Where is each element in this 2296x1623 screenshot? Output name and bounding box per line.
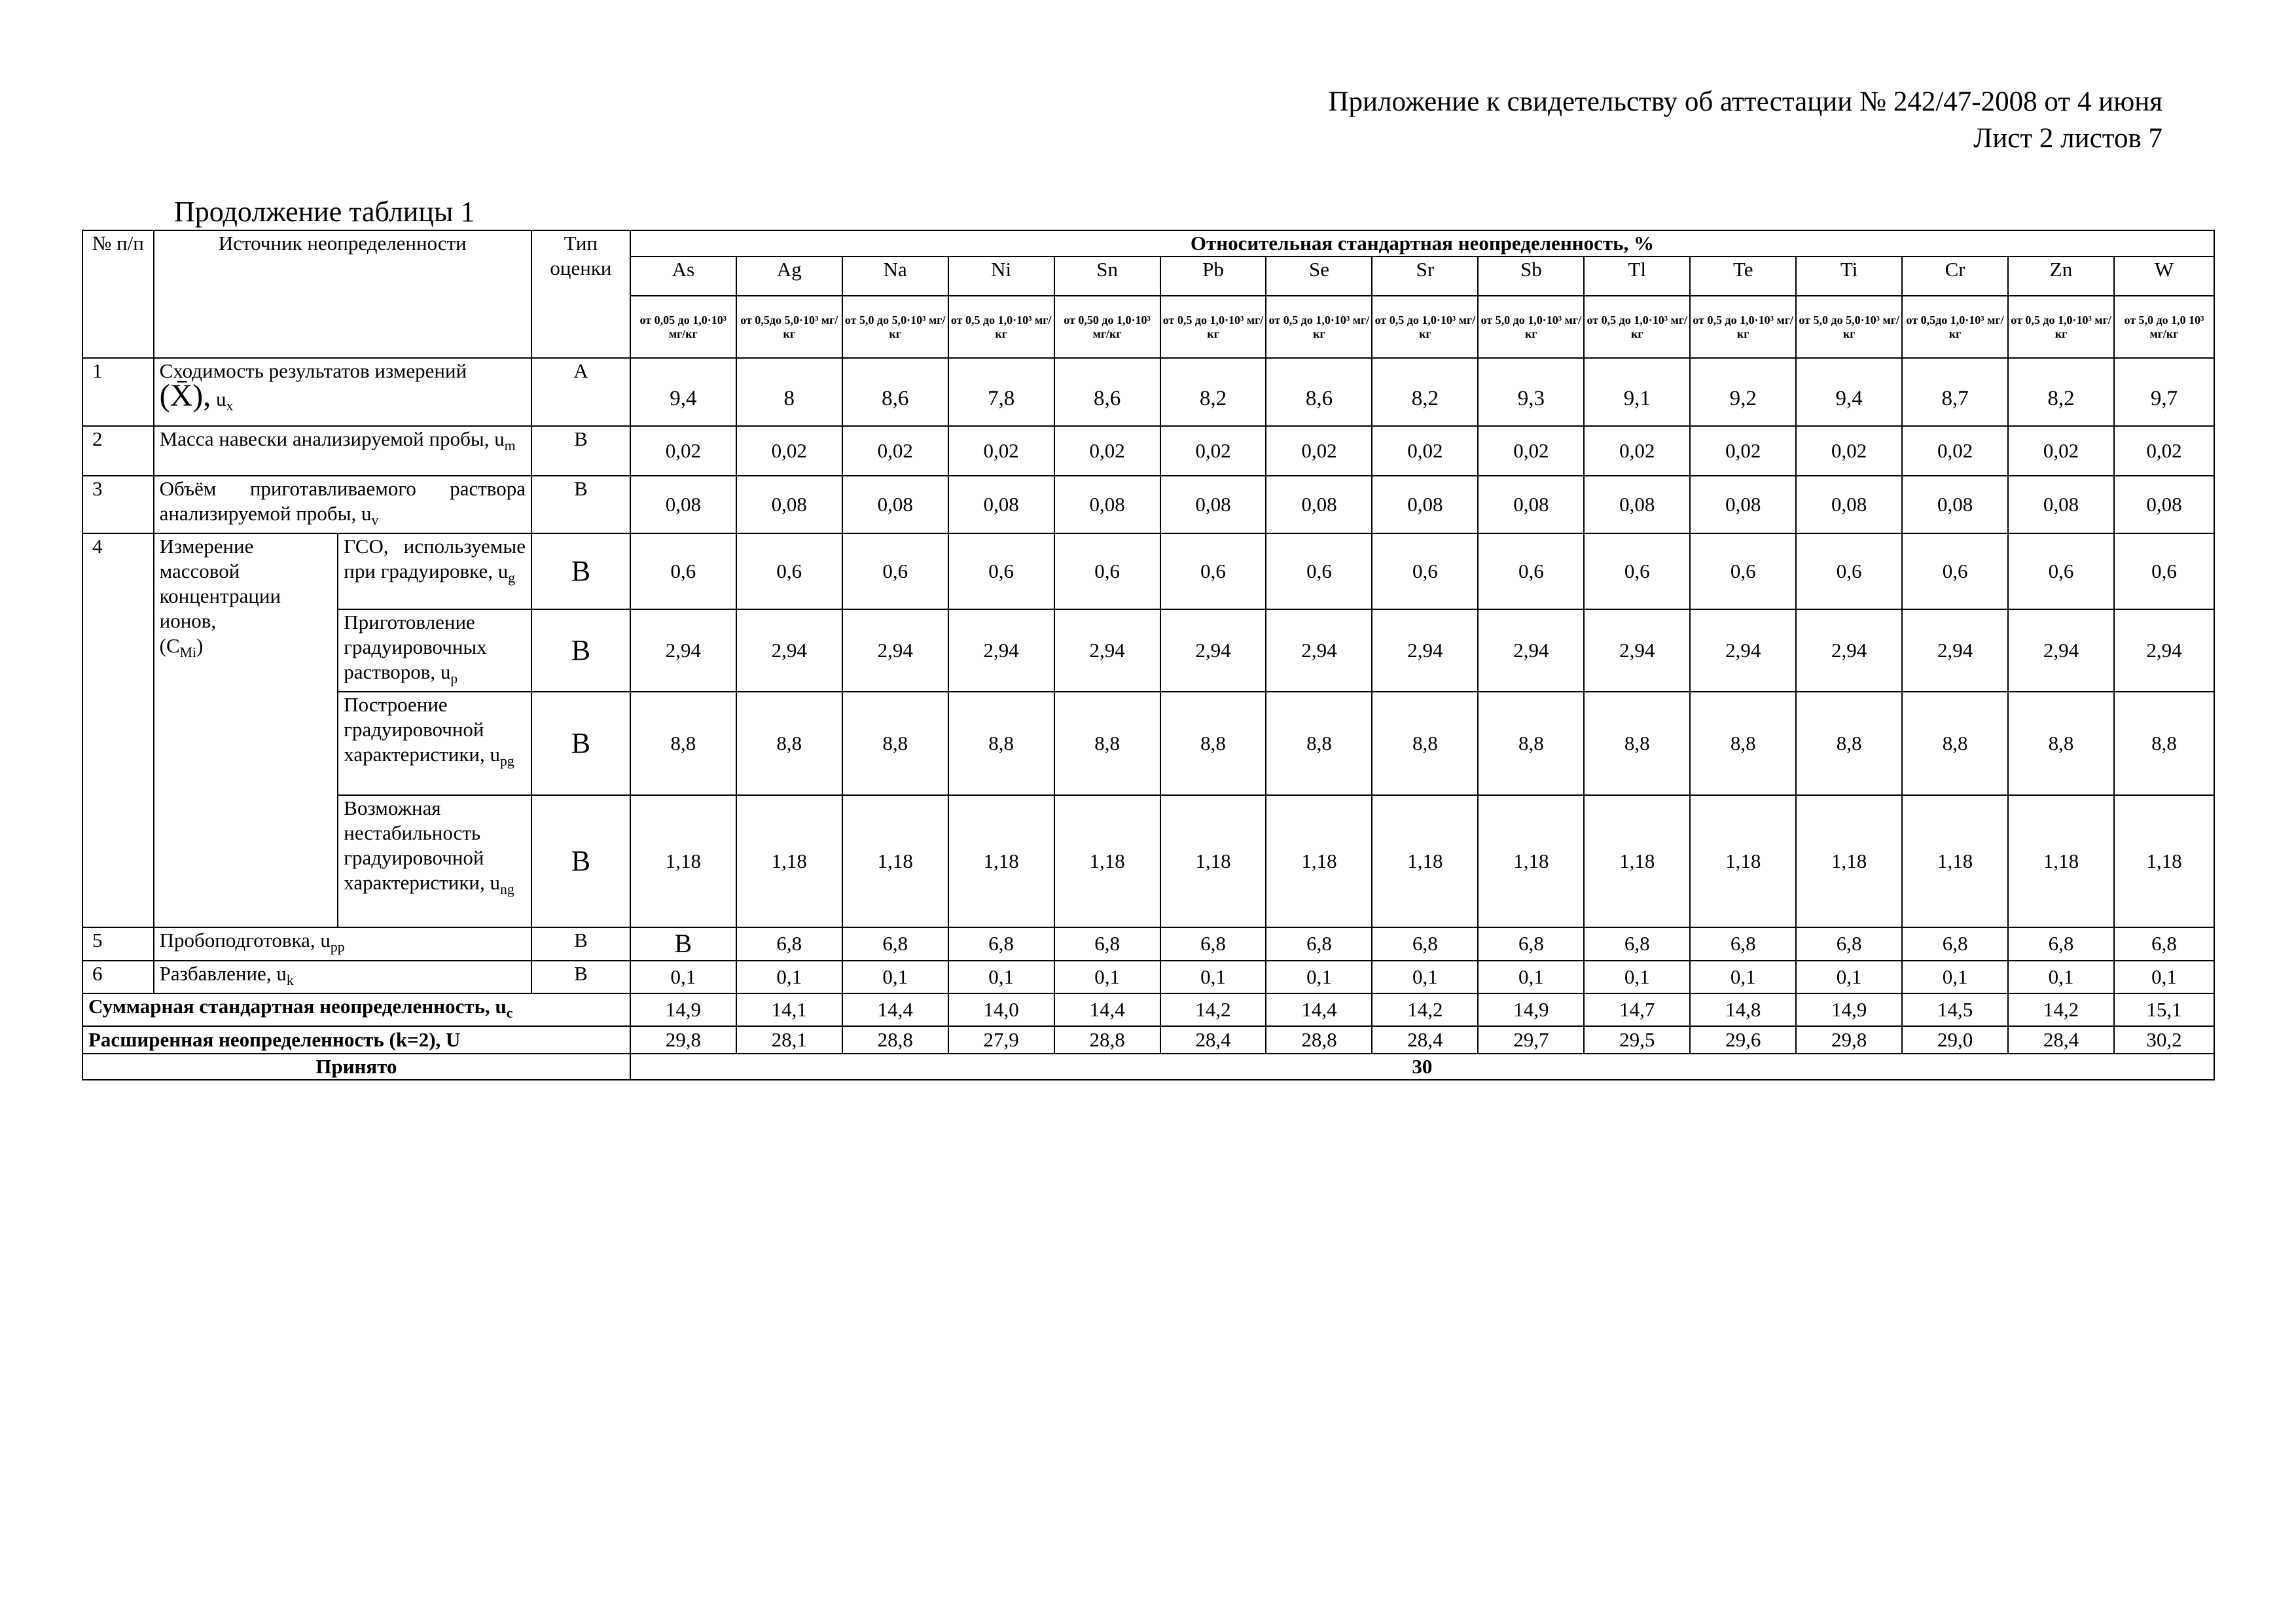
sub-source: [338, 609, 531, 692]
row-num: 5: [82, 927, 154, 960]
value-cell: 14,9: [1796, 993, 1902, 1026]
row-num: 4: [82, 533, 154, 927]
row-label: Масса навески анализируемой пробы,: [159, 427, 490, 450]
value-cell: 0,08: [1690, 476, 1796, 533]
row-label: Построение градуировочной характеристики,: [344, 693, 485, 766]
row-source: [154, 476, 531, 533]
value-cell: 29,6: [1690, 1026, 1796, 1054]
symbol-sub: k: [286, 972, 294, 988]
value-cell: 1,18: [630, 795, 736, 927]
row-label: Пробоподготовка,: [159, 929, 315, 952]
value-cell: 6,8: [1478, 927, 1584, 960]
value-cell: 0,02: [1054, 426, 1160, 476]
row-source: [154, 426, 531, 476]
value-cell: 8,8: [1584, 692, 1690, 795]
value-cell: 6,8: [1266, 927, 1372, 960]
element-header: Ti: [1796, 257, 1902, 296]
row-num: 3: [82, 476, 154, 533]
expanded-label: Расширенная неопределенность (k=2), U: [82, 1026, 630, 1054]
value-cell: 8,8: [1902, 692, 2008, 795]
value-cell: 6,8: [1902, 927, 2008, 960]
symbol: u: [361, 502, 372, 525]
symbol-sub: g: [508, 570, 516, 586]
value-cell: 1,18: [2008, 795, 2114, 927]
value-cell: 0,02: [1902, 426, 2008, 476]
value-cell: 6,8: [1584, 927, 1690, 960]
row-label: Сходимость результатов измерений: [159, 359, 467, 382]
value-cell: 8,8: [1796, 692, 1902, 795]
element-header: Ag: [736, 257, 842, 296]
row-type: B: [531, 426, 630, 476]
value-cell: 28,4: [2008, 1026, 2114, 1054]
value-cell: 8,8: [1478, 692, 1584, 795]
value-cell: 0,6: [630, 533, 736, 609]
value-cell: 8,8: [1372, 692, 1478, 795]
value-cell: 2,94: [1690, 609, 1796, 692]
range-header: от 0,5 до 1,0·10³ мг/кг: [1372, 296, 1478, 358]
value-cell: 0,08: [1796, 476, 1902, 533]
value-cell: 6,8: [1372, 927, 1478, 960]
value-cell: 8,8: [1054, 692, 1160, 795]
value-cell: 0,1: [2114, 961, 2214, 993]
value-cell: 2,94: [1372, 609, 1478, 692]
range-header: от 0,50 до 1,0·10³ мг/кг: [1054, 296, 1160, 358]
value-cell: 8,6: [1266, 358, 1372, 426]
value-cell: 6,8: [1054, 927, 1160, 960]
range-header: от 0,5до 5,0·10³ мг/кг: [736, 296, 842, 358]
symbol-sub: v: [371, 512, 379, 529]
value-cell: 8,2: [2008, 358, 2114, 426]
page-header: [1328, 84, 2162, 157]
value-cell: 30,2: [2114, 1026, 2214, 1054]
value-cell: 0,6: [948, 533, 1054, 609]
header-line-2: Лист 2 листов 7: [1973, 123, 2162, 154]
uncertainty-table: [82, 230, 2215, 1080]
value-cell: 0,02: [2008, 426, 2114, 476]
value-cell: 1,18: [2114, 795, 2214, 927]
value-cell: 0,1: [948, 961, 1054, 993]
value-cell: 1,18: [1584, 795, 1690, 927]
value-cell: 8,8: [948, 692, 1054, 795]
row-label: Разбавление,: [159, 961, 272, 985]
symbol: u: [497, 560, 509, 583]
value-cell: 2,94: [1902, 609, 2008, 692]
value-cell: 1,18: [842, 795, 948, 927]
sub-source: [338, 533, 531, 609]
value-cell: 14,9: [630, 993, 736, 1026]
range-header: от 0,05 до 1,0·10³ мг/кг: [630, 296, 736, 358]
value-cell: 2,94: [1266, 609, 1372, 692]
value-cell: 9,1: [1584, 358, 1690, 426]
value-cell: B: [630, 927, 736, 960]
value-cell: 14,4: [1266, 993, 1372, 1026]
range-header: от 0,5 до 1,0·10³ мг/кг: [1690, 296, 1796, 358]
value-cell: 0,1: [736, 961, 842, 993]
value-cell: 0,1: [842, 961, 948, 993]
range-header: от 0,5 до 1,0·10³ мг/кг: [1266, 296, 1372, 358]
range-header: от 0,5до 1,0·10³ мг/кг: [1902, 296, 2008, 358]
row-label: Суммарная стандартная неопределенность,: [88, 994, 490, 1018]
row-type: B: [531, 533, 630, 609]
value-cell: 0,6: [1266, 533, 1372, 609]
value-cell: 1,18: [1796, 795, 1902, 927]
value-cell: 8,8: [630, 692, 736, 795]
value-cell: 6,8: [948, 927, 1054, 960]
element-header: Ni: [948, 257, 1054, 296]
row-num: 6: [82, 961, 154, 993]
value-cell: 0,08: [948, 476, 1054, 533]
value-cell: 0,1: [630, 961, 736, 993]
value-cell: 6,8: [1160, 927, 1266, 960]
value-cell: 0,02: [1796, 426, 1902, 476]
header-type: Тип оценки: [531, 230, 630, 358]
row-type: B: [531, 609, 630, 692]
element-header: Na: [842, 257, 948, 296]
symbol: u: [320, 929, 331, 952]
symbol: u: [495, 994, 507, 1018]
value-cell: 14,2: [1160, 993, 1266, 1026]
element-header: As: [630, 257, 736, 296]
value-cell: 8,6: [1054, 358, 1160, 426]
value-cell: 0,1: [1796, 961, 1902, 993]
row-type: B: [531, 927, 630, 960]
row-type: A: [531, 358, 630, 426]
group-source: Измерение массовой концентрации ионов, $(C_{Mi})$: [154, 533, 338, 927]
row-type: B: [531, 795, 630, 927]
value-cell: 1,18: [1160, 795, 1266, 927]
value-cell: 0,08: [736, 476, 842, 533]
sub-source: [338, 692, 531, 795]
symbol-sub: m: [504, 438, 516, 454]
value-cell: 0,6: [1584, 533, 1690, 609]
value-cell: 0,1: [1584, 961, 1690, 993]
value-cell: 0,02: [1584, 426, 1690, 476]
value-cell: 9,4: [1796, 358, 1902, 426]
value-cell: 0,08: [630, 476, 736, 533]
row-source: [154, 961, 531, 993]
value-cell: 0,08: [2008, 476, 2114, 533]
value-cell: 0,08: [1160, 476, 1266, 533]
row-source: [154, 927, 531, 960]
value-cell: 29,5: [1584, 1026, 1690, 1054]
value-cell: 0,02: [842, 426, 948, 476]
value-cell: 8,8: [2114, 692, 2214, 795]
range-header: от 0,5 до 1,0·10³ мг/кг: [2008, 296, 2114, 358]
value-cell: 8,2: [1160, 358, 1266, 426]
value-cell: 0,02: [1266, 426, 1372, 476]
value-cell: 0,6: [736, 533, 842, 609]
value-cell: 28,1: [736, 1026, 842, 1054]
row-label: Измерение массовой концентрации ионов,: [159, 535, 281, 633]
value-cell: 2,94: [2114, 609, 2214, 692]
value-cell: 1,18: [948, 795, 1054, 927]
value-cell: 0,02: [1478, 426, 1584, 476]
value-cell: 2,94: [1054, 609, 1160, 692]
value-cell: 8: [736, 358, 842, 426]
row-label: Объём приготавливаемого раствора анализируемой пробы,: [159, 477, 526, 525]
symbol: u: [490, 743, 500, 766]
value-cell: 14,4: [842, 993, 948, 1026]
element-header: Te: [1690, 257, 1796, 296]
value-cell: 0,08: [1054, 476, 1160, 533]
value-cell: 2,94: [1478, 609, 1584, 692]
value-cell: 28,8: [1266, 1026, 1372, 1054]
value-cell: 8,8: [736, 692, 842, 795]
value-cell: 8,2: [1372, 358, 1478, 426]
value-cell: 6,8: [1796, 927, 1902, 960]
value-cell: 6,8: [2008, 927, 2114, 960]
value-cell: 14,9: [1478, 993, 1584, 1026]
value-cell: 28,4: [1160, 1026, 1266, 1054]
value-cell: 0,6: [1796, 533, 1902, 609]
symbol: u: [490, 871, 500, 895]
value-cell: 0,08: [2114, 476, 2214, 533]
element-header: Sr: [1372, 257, 1478, 296]
value-cell: 0,08: [1478, 476, 1584, 533]
table-caption: Продолжение таблицы 1: [174, 196, 475, 228]
row-source: [154, 358, 531, 426]
value-cell: 8,8: [1160, 692, 1266, 795]
value-cell: 29,7: [1478, 1026, 1584, 1054]
value-cell: 14,2: [2008, 993, 2114, 1026]
value-cell: 28,4: [1372, 1026, 1478, 1054]
value-cell: 2,94: [948, 609, 1054, 692]
element-header: Sb: [1478, 257, 1584, 296]
value-cell: 14,4: [1054, 993, 1160, 1026]
value-cell: 6,8: [1690, 927, 1796, 960]
element-header: Zn: [2008, 257, 2114, 296]
row-num: 2: [82, 426, 154, 476]
value-cell: 0,08: [1584, 476, 1690, 533]
symbol-sub: pg: [499, 753, 514, 770]
value-cell: 0,6: [1690, 533, 1796, 609]
value-cell: 2,94: [2008, 609, 2114, 692]
value-cell: 14,7: [1584, 993, 1690, 1026]
range-header: от 5,0 до 1,0 10³ мг/кг: [2114, 296, 2214, 358]
value-cell: 9,7: [2114, 358, 2214, 426]
value-cell: 0,02: [1372, 426, 1478, 476]
value-cell: 29,8: [630, 1026, 736, 1054]
value-cell: 15,1: [2114, 993, 2214, 1026]
symbol: u: [494, 427, 505, 450]
accepted-value: 30: [630, 1054, 2214, 1080]
value-cell: 6,8: [736, 927, 842, 960]
value-cell: 0,1: [1902, 961, 2008, 993]
value-cell: 2,94: [1796, 609, 1902, 692]
value-cell: 0,02: [2114, 426, 2214, 476]
value-cell: 6,8: [2114, 927, 2214, 960]
range-header: от 0,5 до 1,0·10³ мг/кг: [948, 296, 1054, 358]
sub-source: [338, 795, 531, 927]
sum-label: [82, 993, 630, 1026]
symbol-sub: pp: [330, 939, 345, 955]
value-cell: 1,18: [736, 795, 842, 927]
value-cell: 1,18: [1478, 795, 1584, 927]
value-cell: 14,0: [948, 993, 1054, 1026]
value-cell: 9,3: [1478, 358, 1584, 426]
value-cell: 0,1: [1054, 961, 1160, 993]
value-cell: 1,18: [1372, 795, 1478, 927]
value-cell: 9,2: [1690, 358, 1796, 426]
row-label: Возможная нестабильность градуировочной характеристики,: [344, 796, 485, 895]
symbol-sub: ng: [499, 882, 514, 898]
value-cell: 0,1: [1266, 961, 1372, 993]
value-cell: 29,0: [1902, 1026, 2008, 1054]
value-cell: 0,1: [1160, 961, 1266, 993]
value-cell: 14,1: [736, 993, 842, 1026]
value-cell: 8,6: [842, 358, 948, 426]
value-cell: 0,1: [1372, 961, 1478, 993]
value-cell: 29,8: [1796, 1026, 1902, 1054]
value-cell: 2,94: [736, 609, 842, 692]
value-cell: 6,8: [842, 927, 948, 960]
range-header: от 0,5 до 1,0·10³ мг/кг: [1160, 296, 1266, 358]
header-relative-uncertainty: Относительная стандартная неопределенность, %: [630, 230, 2214, 257]
value-cell: 28,8: [1054, 1026, 1160, 1054]
value-cell: 0,1: [2008, 961, 2114, 993]
element-header: Tl: [1584, 257, 1690, 296]
range-header: от 5,0 до 5,0·10³ мг/кг: [842, 296, 948, 358]
value-cell: 8,8: [842, 692, 948, 795]
value-cell: 1,18: [1054, 795, 1160, 927]
value-cell: 2,94: [1584, 609, 1690, 692]
accepted-label: Принято: [82, 1054, 630, 1080]
value-cell: 1,18: [1902, 795, 2008, 927]
value-cell: 0,1: [1690, 961, 1796, 993]
element-header: Se: [1266, 257, 1372, 296]
value-cell: 8,7: [1902, 358, 2008, 426]
symbol-sub: Mi: [179, 645, 196, 661]
row-type: B: [531, 476, 630, 533]
element-header: Sn: [1054, 257, 1160, 296]
header-source: Источник неопределенности: [154, 230, 531, 358]
value-cell: 0,08: [1266, 476, 1372, 533]
symbol: (C: [159, 634, 180, 658]
symbol-sub: x: [226, 398, 234, 414]
element-header: W: [2114, 257, 2214, 296]
value-cell: 7,8: [948, 358, 1054, 426]
value-cell: 14,5: [1902, 993, 2008, 1026]
value-cell: 0,6: [1478, 533, 1584, 609]
header-num: № п/п: [82, 230, 154, 358]
x-bar: (X̄),: [159, 378, 211, 413]
symbol: u: [440, 660, 451, 684]
value-cell: 0,6: [1902, 533, 2008, 609]
value-cell: 27,9: [948, 1026, 1054, 1054]
value-cell: 1,18: [1266, 795, 1372, 927]
value-cell: 1,18: [1690, 795, 1796, 927]
value-cell: 2,94: [1160, 609, 1266, 692]
value-cell: 14,2: [1372, 993, 1478, 1026]
header-line-1: Приложение к свидетельству об аттестации № 242/47-2008 от 4 июня: [1328, 86, 2162, 117]
value-cell: 8,8: [1266, 692, 1372, 795]
value-cell: 0,6: [1160, 533, 1266, 609]
symbol-sub: p: [450, 671, 458, 687]
value-cell: 0,6: [842, 533, 948, 609]
range-header: от 0,5 до 1,0·10³ мг/кг: [1584, 296, 1690, 358]
element-header: Pb: [1160, 257, 1266, 296]
row-type: B: [531, 961, 630, 993]
value-cell: 0,02: [736, 426, 842, 476]
value-cell: 0,08: [1372, 476, 1478, 533]
range-header: от 5,0 до 1,0·10³ мг/кг: [1478, 296, 1584, 358]
range-header: от 5,0 до 5,0·10³ мг/кг: [1796, 296, 1902, 358]
symbol: u: [276, 961, 287, 985]
value-cell: 2,94: [630, 609, 736, 692]
value-cell: 9,4: [630, 358, 736, 426]
value-cell: 0,08: [1902, 476, 2008, 533]
value-cell: 0,6: [1054, 533, 1160, 609]
symbol-sub: c: [506, 1005, 513, 1021]
value-cell: 0,02: [948, 426, 1054, 476]
value-cell: 0,02: [1160, 426, 1266, 476]
value-cell: 0,08: [842, 476, 948, 533]
value-cell: 8,8: [1690, 692, 1796, 795]
value-cell: 28,8: [842, 1026, 948, 1054]
value-cell: 0,1: [1478, 961, 1584, 993]
row-label: Приготовление градуировочных растворов,: [344, 611, 487, 684]
element-header: Cr: [1902, 257, 2008, 296]
value-cell: 2,94: [842, 609, 948, 692]
value-cell: 0,02: [1690, 426, 1796, 476]
value-cell: 0,6: [2008, 533, 2114, 609]
value-cell: 0,02: [630, 426, 736, 476]
row-label: ГСО, используемые при градуировке,: [344, 535, 526, 583]
value-cell: 0,6: [1372, 533, 1478, 609]
symbol: u: [216, 387, 226, 410]
value-cell: 14,8: [1690, 993, 1796, 1026]
row-type: B: [531, 692, 630, 795]
value-cell: 8,8: [2008, 692, 2114, 795]
value-cell: 0,6: [2114, 533, 2214, 609]
row-num: 1: [82, 358, 154, 426]
